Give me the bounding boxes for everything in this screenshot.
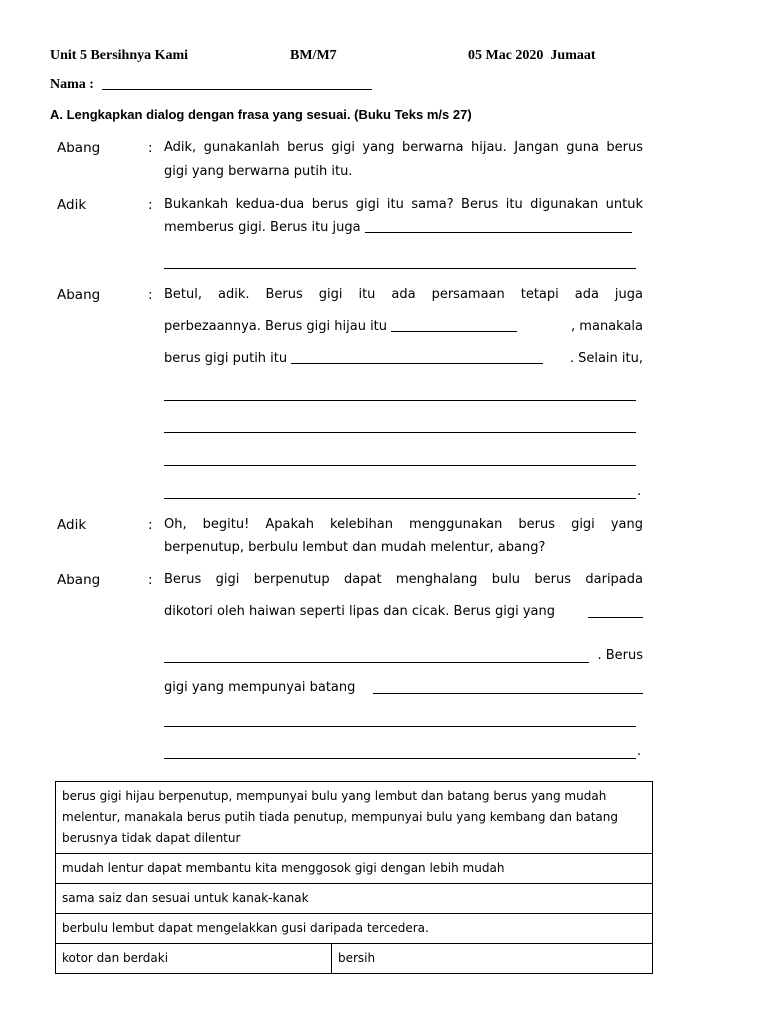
dialog-line [164,220,643,235]
answer-blank[interactable] [164,465,636,466]
speaker-abang: Abang [57,140,101,156]
dialog-text: Bukankah kedua-dua berus gigi itu sama? Berus itu digunakan untuk [164,197,643,212]
dialog-text: Berus gigi berpenutup dapat menghalang bulu berus daripada [164,572,643,587]
colon: : [148,517,153,533]
dialog-line [164,680,643,695]
word-bank-cell: bersih [332,944,653,974]
colon: : [148,197,153,213]
dialog-text: gigi yang mempunyai batang [164,680,356,695]
name-label: Nama : [50,77,94,92]
speaker-adik: Adik [57,517,87,533]
date-label: 05 Mac 2020 Jumaat [468,48,596,63]
name-row [50,77,372,93]
dialog-text: Oh, begitu! Apakah kelebihan menggunakan berus gigi yang [164,517,643,532]
speaker-adik: Adik [57,197,87,213]
table-row [56,914,653,944]
word-bank-cell: berbulu lembut dapat mengelakkan gusi daripada tercedera. [56,914,653,944]
speaker-abang: Abang [57,572,101,588]
speaker-abang: Abang [57,287,101,303]
period: . [637,744,642,759]
dialog-line [164,319,643,334]
answer-blank[interactable] [164,432,636,433]
dialog-line [164,351,643,366]
answer-blank[interactable] [291,351,543,364]
answer-blank[interactable] [373,681,643,694]
dialog-text: Adik, gunakanlah berus gigi yang berwarna hijau. Jangan guna berus [164,140,643,155]
word-bank-cell: mudah lentur dapat membantu kita menggosok gigi dengan lebih mudah [56,854,653,884]
table-row [56,854,653,884]
dialog-text: berus gigi putih itu [164,351,288,366]
word-bank-cell: kotor dan berdaki [56,944,332,974]
dialog-text: gigi yang berwarna putih itu. [164,164,353,179]
dialog-text: dikotori oleh haiwan seperti lipas dan cicak. Berus gigi yang [164,604,555,619]
dialog-text: Betul, adik. Berus gigi itu ada persamaan tetapi ada juga [164,287,643,302]
unit-title: Unit 5 Bersihnya Kami [50,48,189,63]
colon: : [148,572,153,588]
colon: : [148,287,153,303]
answer-blank[interactable] [365,220,632,233]
answer-blank[interactable] [164,400,636,401]
dialog-text: berpenutup, berbulu lembut dan mudah melentur, abang? [164,540,546,555]
dialog-text: , manakala [571,319,643,334]
subject-code: BM/M7 [290,48,337,63]
answer-blank[interactable] [164,726,636,727]
period: . [637,484,642,499]
answer-blank[interactable] [588,605,643,618]
answer-blank[interactable] [164,268,636,269]
section-title: A. Lengkapkan dialog dengan frasa yang sesuai. (Buku Teks m/s 27) [50,107,472,122]
colon: : [148,140,153,156]
answer-blank[interactable] [164,758,636,759]
table-row [56,944,653,974]
dialog-text: . Selain itu, [569,351,643,366]
word-bank-table [55,781,653,974]
name-blank[interactable] [102,89,372,90]
word-bank-cell: berus gigi hijau berpenutup, mempunyai bulu yang lembut dan batang berus yang mudah melentur, manakala berus putih tiada penutup, mempunyai bulu yang kembang dan batang berusnya tidak dapat dilentur [56,782,653,854]
answer-blank[interactable] [391,319,517,332]
answer-blank[interactable] [164,498,636,499]
dialog-text: memberus gigi. Berus itu juga [164,220,361,235]
dialog-text: perbezaannya. Berus gigi hijau itu [164,319,388,334]
dialog-line [164,604,643,619]
word-bank-cell: sama saiz dan sesuai untuk kanak-kanak [56,884,653,914]
table-row [56,884,653,914]
table-row [56,782,653,854]
dialog-text: . Berus [597,648,643,663]
